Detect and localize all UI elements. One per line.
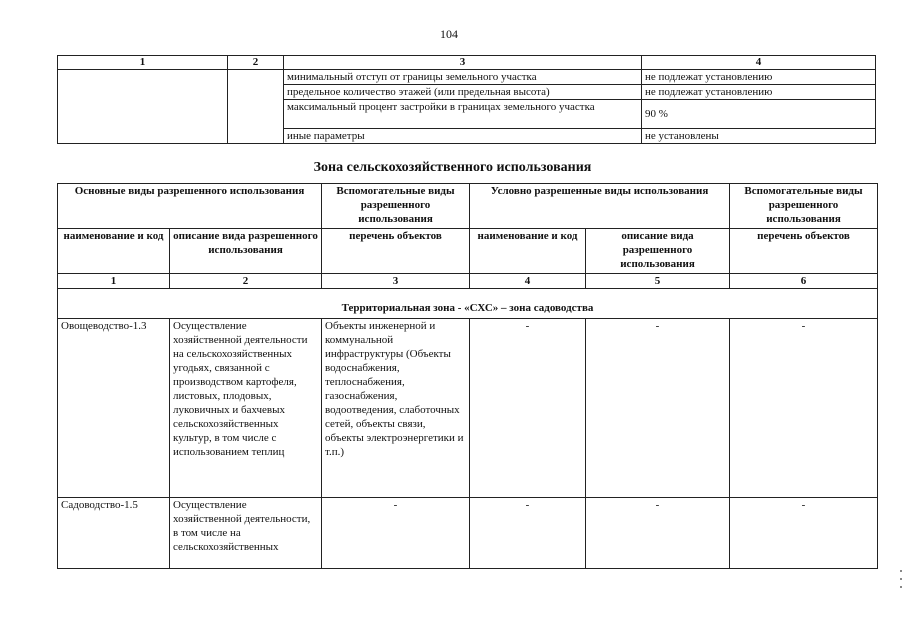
param-name: максимальный процент застройки в границах земельного участка — [284, 100, 642, 129]
col-number: 1 — [58, 274, 170, 289]
territorial-zone-title: Территориальная зона - «СХС» – зона садоводства — [58, 289, 878, 319]
page-number: 104 — [440, 27, 458, 41]
main-uses-header: Основные виды разрешенного использования — [58, 184, 322, 229]
param-name: предельное количество этажей (или предельная высота) — [284, 85, 642, 100]
empty-cell — [228, 70, 284, 144]
aux-uses-header-2: Вспомогательные виды разрешенного использования — [730, 184, 878, 229]
param-value: не подлежат установлению — [642, 85, 876, 100]
objects-header: перечень объектов — [322, 229, 470, 274]
param-value: не установлены — [642, 129, 876, 144]
objects-header-2: перечень объектов — [730, 229, 878, 274]
sub-header-row — [58, 229, 878, 274]
table-row — [58, 70, 876, 85]
use-description: Осуществление хозяйственной деятельности на сельскохозяйственных угодьях, связанной с производством картофеля, листовых, плодовых, луковичных и бахчевых сельскохозяйственных культур, в том числе с использованием теплиц — [170, 319, 322, 498]
cond-name: - — [470, 319, 586, 498]
table-header-row — [58, 56, 876, 70]
name-code-header: наименование и код — [58, 229, 170, 274]
table-row — [58, 319, 878, 498]
col-number: 1 — [58, 56, 228, 70]
col-number: 5 — [586, 274, 730, 289]
col-number: 4 — [642, 56, 876, 70]
use-description: Осуществление хозяйственной деятельности, в том числе на сельскохозяйственных — [170, 498, 322, 569]
cond-description: - — [586, 319, 730, 498]
aux-objects: - — [730, 498, 878, 569]
param-value: не подлежат установлению — [642, 70, 876, 85]
description-header: описание вида разрешенного использования — [170, 229, 322, 274]
param-name: минимальный отступ от границы земельного участка — [284, 70, 642, 85]
aux-objects: - — [730, 319, 878, 498]
col-number: 3 — [322, 274, 470, 289]
use-objects: - — [322, 498, 470, 569]
empty-cell — [58, 70, 228, 144]
zone-title: Зона сельскохозяйственного использования — [313, 160, 592, 175]
col-number: 3 — [284, 56, 642, 70]
name-code-header-2: наименование и код — [470, 229, 586, 274]
use-name: Садоводство-1.5 — [58, 498, 170, 569]
scan-mark — [900, 578, 902, 580]
use-name: Овощеводство-1.3 — [58, 319, 170, 498]
parameters-table — [57, 55, 876, 144]
zone-usage-table — [57, 183, 878, 569]
group-header-row — [58, 184, 878, 229]
col-number: 4 — [470, 274, 586, 289]
scan-mark — [900, 586, 902, 588]
use-objects: Объекты инженерной и коммунальной инфраструктуры (Объекты водоснабжения, теплоснабжения, газоснабжения, водоотведения, слаботочных сетей, объекты связи, объекты электроэнергетики и т.п.) — [322, 319, 470, 498]
col-number: 2 — [170, 274, 322, 289]
aux-uses-header: Вспомогательные виды разрешенного использования — [322, 184, 470, 229]
cond-description: - — [586, 498, 730, 569]
table-row — [58, 498, 878, 569]
cond-name: - — [470, 498, 586, 569]
column-number-row — [58, 274, 878, 289]
scan-mark — [900, 570, 902, 572]
param-value: 90 % — [642, 100, 876, 129]
territorial-zone-row — [58, 289, 878, 319]
param-name: иные параметры — [284, 129, 642, 144]
col-number: 2 — [228, 56, 284, 70]
description-header-2: описание вида разрешенного использования — [586, 229, 730, 274]
col-number: 6 — [730, 274, 878, 289]
conditional-uses-header: Условно разрешенные виды использования — [470, 184, 730, 229]
